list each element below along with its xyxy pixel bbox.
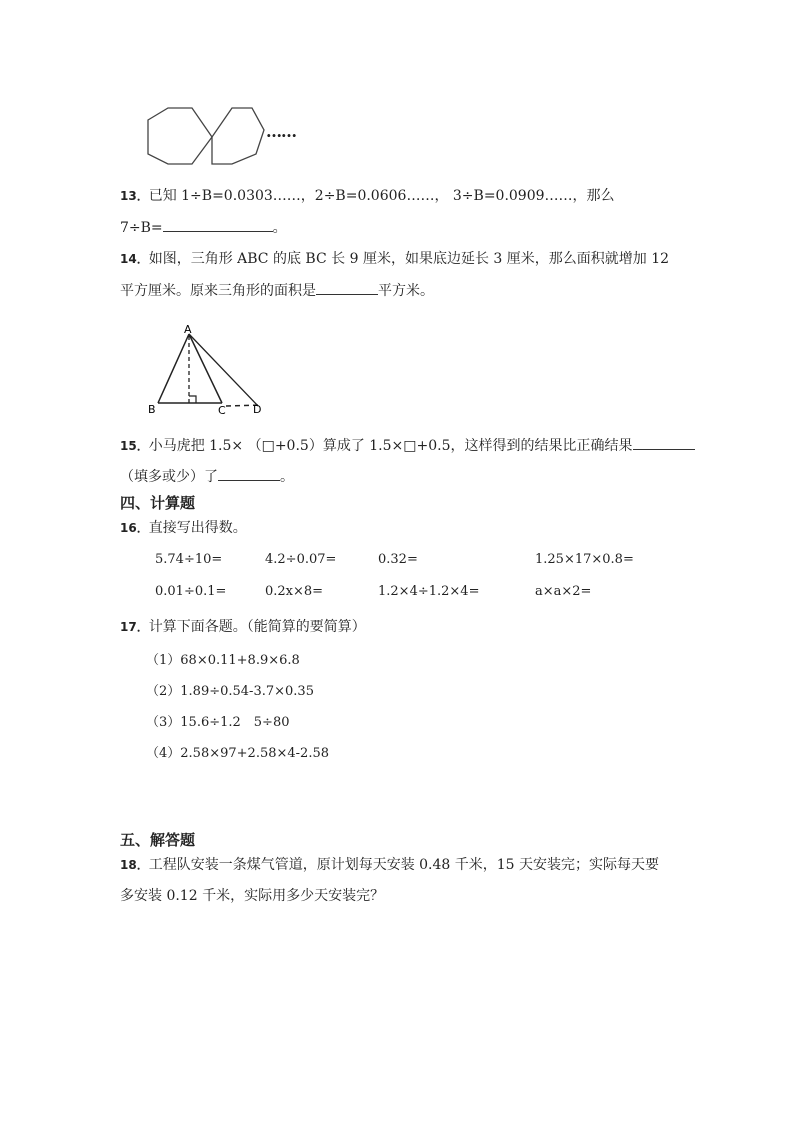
question-text: 如图，三角形 ABC 的底 BC 长 9 厘米，如果底边延长 3 厘米，那么面积就增加 12 [148, 251, 670, 267]
question-text: 7÷B= [120, 220, 163, 236]
calc-item: （2）1.89÷0.54-3.7×0.35 [146, 684, 314, 699]
triangle-figure [140, 318, 280, 418]
side-ad [189, 334, 258, 406]
question-number: 14． [120, 252, 149, 266]
question-text: 小马虎把 1.5× （□+0.5）算成了 1.5×□+0.5，这样得到的结果比正确结果 [148, 438, 633, 454]
calc-item: 1.2×4÷1.2×4= [378, 584, 480, 599]
question-14-line1 [120, 249, 669, 269]
calc-item: （1）68×0.11+8.9×6.8 [146, 653, 300, 668]
answer-blank[interactable] [218, 466, 280, 481]
label-d: D [253, 403, 262, 416]
calc-item: 5.74÷10= [155, 552, 223, 567]
calc-item: 0.2x×8= [265, 584, 324, 599]
side-ab [158, 334, 189, 403]
label-c: C [218, 404, 226, 417]
question-text: 。 [280, 469, 294, 485]
side-ac [189, 334, 222, 403]
question-number: 15． [120, 439, 149, 453]
calc-item: 1.25×17×0.8= [535, 552, 634, 567]
question-text: 直接写出得数。 [148, 520, 247, 536]
question-text: 已知 1÷B=0.0303……，2÷B=0.0606……， 3÷B=0.0909……，那么 [148, 188, 615, 204]
answer-blank[interactable] [633, 435, 695, 450]
calc-item: a×a×2= [535, 584, 592, 599]
calc-item: 0.32= [378, 552, 418, 567]
question-18-line1 [120, 855, 659, 875]
calc-item: （3）15.6÷1.2 5÷80 [146, 715, 290, 730]
hexagon-right [212, 108, 264, 164]
question-text: 平方厘米。原来三角形的面积是 [120, 283, 316, 299]
section-title: 五、解答题 [120, 831, 196, 849]
question-number: 13． [120, 189, 149, 203]
question-number: 16． [120, 521, 149, 535]
hexagon-left [148, 108, 212, 164]
right-angle-mark [189, 396, 196, 403]
question-text: 工程队安装一条煤气管道，原计划每天安装 0.48 千米，15 天安装完；实际每天要 [148, 857, 660, 873]
calc-item: 0.01÷0.1= [155, 584, 227, 599]
question-text: 平方米。 [378, 283, 434, 299]
label-b: B [148, 403, 156, 416]
question-16 [120, 518, 247, 538]
question-13-line1 [120, 186, 615, 206]
question-number: 17． [120, 620, 149, 634]
calc-item: （4）2.58×97+2.58×4-2.58 [146, 746, 329, 761]
question-15-line2 [120, 466, 294, 487]
section-title: 四、计算题 [120, 494, 196, 512]
answer-blank[interactable] [163, 217, 273, 232]
hexagon-dots: …… [266, 122, 296, 141]
calc-item: 4.2÷0.07= [265, 552, 337, 567]
label-a: A [184, 323, 192, 336]
answer-blank[interactable] [316, 280, 378, 295]
question-number: 18． [120, 858, 149, 872]
question-14-line2 [120, 280, 434, 301]
question-13-line2 [120, 217, 287, 238]
question-17 [120, 617, 366, 637]
question-text: 。 [272, 220, 287, 236]
question-text: （填多或少）了 [120, 469, 218, 485]
question-text: 计算下面各题。（能简算的要简算） [148, 619, 366, 635]
question-18-line2: 多安装 0.12 千米，实际用多少天安装完？ [120, 888, 385, 904]
question-15-line1 [120, 435, 695, 456]
